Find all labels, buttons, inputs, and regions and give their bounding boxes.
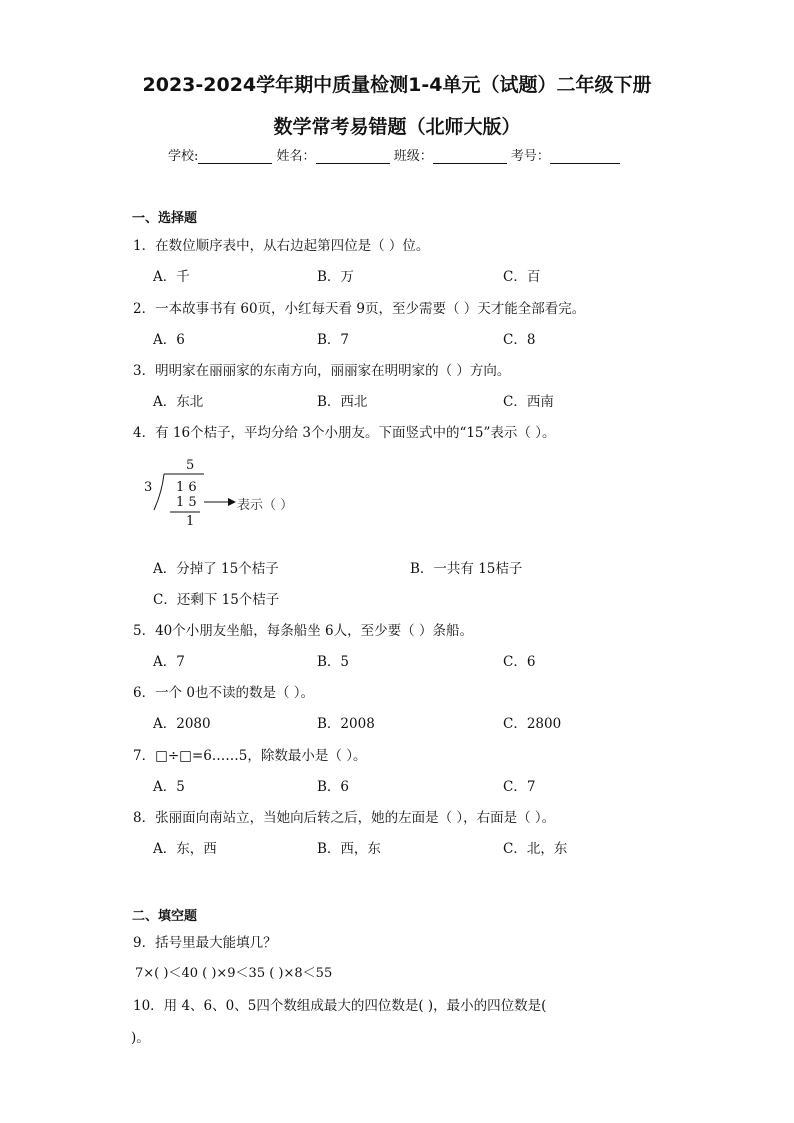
divisor: 3 [144, 480, 153, 495]
school-blank[interactable] [198, 149, 272, 164]
question-1: 1．在数位顺序表中，从右边起第四位是（ ）位。 [133, 238, 430, 254]
q7-option-a[interactable]: A．5 [153, 779, 185, 795]
q4-option-b[interactable]: B．一共有 15桔子 [410, 561, 523, 577]
question-3: 3．明明家在丽丽家的东南方向，丽丽家在明明家的（ ）方向。 [133, 363, 511, 379]
q1-option-c[interactable]: C．百 [503, 269, 541, 285]
student-info-line [168, 145, 620, 164]
q2-option-b[interactable]: B．7 [317, 332, 350, 348]
dividend: 1 6 [176, 480, 197, 495]
question-10-line1[interactable]: 10．用 4、6、0、5四个数组成最大的四位数是( )，最小的四位数是( [133, 998, 547, 1014]
q3-option-b[interactable]: B．西北 [317, 394, 368, 410]
quotient: 5 [186, 458, 195, 473]
remainder: 1 [186, 514, 195, 529]
question-7: 7．□÷□=6……5，除数最小是（ ）。 [133, 748, 367, 764]
question-6: 6．一个 0也不读的数是（ ）。 [133, 685, 315, 701]
q5-option-c[interactable]: C．6 [503, 654, 536, 670]
q7-option-b[interactable]: B．6 [317, 779, 350, 795]
arrow-label: 表示（ ） [237, 498, 294, 513]
long-division-figure [140, 456, 380, 532]
q1-option-b[interactable]: B．万 [317, 269, 354, 285]
number-blank[interactable] [550, 149, 620, 164]
question-9: 9．括号里最大能填几？ [133, 935, 277, 951]
q2-option-a[interactable]: A．6 [153, 332, 185, 348]
product: 1 5 [176, 495, 197, 510]
q5-option-a[interactable]: A．7 [153, 654, 185, 670]
class-blank[interactable] [433, 149, 507, 164]
q4-option-a[interactable]: A．分掉了 15个桔子 [153, 561, 279, 577]
question-9-row[interactable]: 7×( )＜40 ( )×9＜35 ( )×8＜55 [135, 966, 333, 981]
name-label: 姓名： [276, 149, 316, 164]
question-10-line2: )。 [131, 1030, 150, 1046]
question-2: 2．一本故事书有 60页，小红每天看 9页，至少需要（ ）天才能全部看完。 [133, 301, 586, 317]
page-subtitle: 数学常考易错题（北师大版） [273, 116, 521, 138]
q6-option-b[interactable]: B．2008 [317, 716, 375, 732]
section-heading-fill: 二、填空题 [132, 909, 198, 924]
page-title: 2023-2024学年期中质量检测1-4单元（试题）二年级下册 [142, 74, 652, 96]
q8-option-c[interactable]: C．北，东 [503, 841, 568, 857]
q8-option-b[interactable]: B．西，东 [317, 841, 381, 857]
q6-option-a[interactable]: A．2080 [153, 716, 211, 732]
q5-option-b[interactable]: B．5 [317, 654, 350, 670]
q1-option-a[interactable]: A．千 [153, 269, 190, 285]
q8-option-a[interactable]: A．东，西 [153, 841, 217, 857]
section-heading-choice: 一、选择题 [132, 211, 198, 226]
q7-option-c[interactable]: C．7 [503, 779, 536, 795]
q3-option-a[interactable]: A．东北 [153, 394, 204, 410]
q2-option-c[interactable]: C．8 [503, 332, 536, 348]
school-label: 学校: [168, 149, 199, 164]
q4-option-c[interactable]: C．还剩下 15个桔子 [153, 592, 280, 608]
class-label: 班级： [393, 149, 433, 164]
q3-option-c[interactable]: C．西南 [503, 394, 554, 410]
q6-option-c[interactable]: C．2800 [503, 716, 562, 732]
name-blank[interactable] [316, 149, 390, 164]
question-4: 4．有 16个桔子，平均分给 3个小朋友。下面竖式中的“15”表示（ ）。 [133, 425, 556, 441]
question-8: 8．张丽面向南站立，当她向后转之后，她的左面是（ ），右面是（ ）。 [133, 810, 556, 826]
question-5: 5．40个小朋友坐船，每条船坐 6人，至少要（ ）条船。 [133, 623, 473, 639]
number-label: 考号： [510, 149, 550, 164]
